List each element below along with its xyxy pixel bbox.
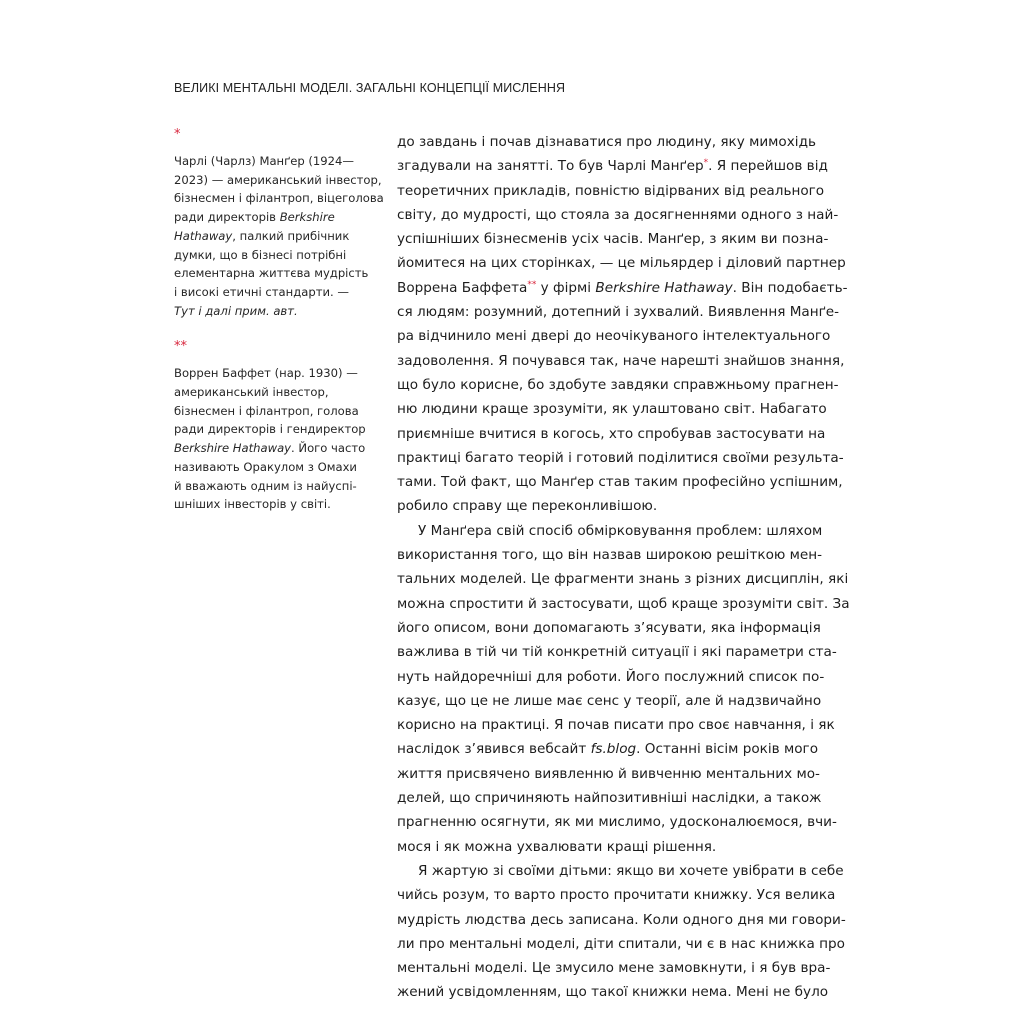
text-span: у фірмі (536, 279, 596, 296)
text-line: ню людини краще зрозуміти, як улаштовано світ. Набагато (397, 401, 827, 418)
text-line: нуть найдоречніші для роботи. Його послужний список по- (397, 668, 825, 685)
footnote-ref-2[interactable]: ** (527, 279, 537, 290)
paragraph-1 (397, 130, 848, 519)
footnote-line: й вважають одним із найуспі- (174, 478, 357, 493)
footnote-line: думки, що в бізнесі потрібні (174, 247, 347, 262)
footnotes-column (174, 128, 384, 514)
text-line: жений усвідомленням, що такої книжки нема. Мені не було (397, 984, 829, 1001)
footnote-line: 2023) — американський інвестор, (174, 172, 382, 187)
text-line: робило справу ще переконливішою. (397, 498, 658, 515)
text-span: . Останні вісім років мого (636, 741, 819, 758)
footnote-line: називають Оракулом з Омахи (174, 459, 357, 474)
footnote-line: шніших інвесторів у світі. (174, 497, 331, 512)
text-line: чийсь розум, то варто просто прочитати книжку. Уся велика (397, 887, 836, 904)
running-header: ВЕЛИКІ МЕНТАЛЬНІ МОДЕЛІ. ЗАГАЛЬНІ КОНЦЕПЦІЇ МИСЛЕННЯ (174, 81, 566, 95)
text-line: теоретичних прикладів, повністю відірваних від реального (397, 182, 825, 199)
text-line: ли про ментальні моделі, діти спитали, чи є в нас книжка про (397, 935, 845, 952)
footnote-line: елементарна життєва мудрість (174, 266, 369, 281)
text-line: прагненню осягнути, як ми мислимо, удосконалюємося, вчи- (397, 814, 837, 831)
text-line: можна спростити й застосувати, щоб краще зрозуміти світ. За (397, 595, 850, 612)
footnote-ref-1[interactable]: * (703, 158, 709, 169)
text-line: ментальні моделі. Це змусило мене замовкнути, і я був вра- (397, 960, 831, 977)
footnote-text: ради директорів (174, 210, 280, 225)
text-line: життя присвячено виявленню й вивченню ментальних мо- (397, 765, 820, 782)
footnote-2 (174, 364, 384, 514)
text-line: задоволення. Я почувався так, наче нарешті знайшов знання, (397, 352, 845, 369)
text-line: мося і як можна ухвалювати кращі рішення. (397, 838, 717, 855)
text-line: світу, до мудрості, що стояла за досягненнями одного з най- (397, 206, 839, 223)
footnote-marker-2: ** (174, 339, 187, 355)
text-line: Я жартую зі своїми дітьми: якщо ви хочете увібрати в себе (418, 862, 844, 879)
footnote-marker-1: * (174, 127, 181, 142)
footnote-company-name: Hathaway (174, 228, 233, 243)
text-line: йомитеся на цих сторінках, — це мільярдер і діловий партнер (397, 255, 846, 272)
text-line: корисно на практиці. Я почав писати про своє навчання, і як (397, 717, 835, 734)
body-text (397, 130, 850, 1005)
text-line (397, 276, 848, 300)
text-line: ся людям: розумний, дотепний і зухвалий. Виявлення Манґе- (397, 304, 840, 321)
text-line: до завдань і почав дізнаватися про людину, яку мимохідь (397, 134, 816, 150)
text-line: мудрість людства десь записана. Коли одного дня ми говори- (397, 911, 846, 928)
text-line: тами. Той факт, що Манґер став таким професійно успішним, (397, 474, 843, 491)
footnote-line (174, 208, 384, 227)
footnote-line: Воррен Баффет (нар. 1930) — (174, 366, 358, 381)
footnote-line (174, 302, 384, 321)
footnote-author-note: Тут і далі прим. авт. (174, 303, 298, 318)
footnote-text: , палкий прибічник (232, 228, 350, 243)
text-line (397, 737, 819, 761)
footnote-line: американський інвестор, (174, 385, 329, 400)
footnote-company-name: Berkshire Hathaway (174, 441, 292, 456)
text-line: успішніших бізнесменів усіх часів. Манґер, з яким ви позна- (397, 231, 829, 248)
text-line: делей, що спричиняють найпозитивніші наслідки, а також (397, 790, 822, 807)
text-line: приємніше вчитися в когось, хто спробував застосувати на (397, 425, 826, 442)
text-line: тальних моделей. Це фрагменти знань з різних дисциплін, які (397, 571, 849, 588)
footnote-1 (174, 152, 384, 320)
text-line: казує, що це не лише має сенс у теорії, але й надзвичайно (397, 692, 822, 709)
text-span: наслідок з’явився вебсайт (397, 741, 591, 758)
footnote-line (174, 227, 384, 246)
text-span: згадували на занятті. То був Чарлі Манґер (397, 158, 704, 175)
text-line: У Манґера свій спосіб обмірковування проблем: шляхом (418, 522, 823, 539)
footnote-line: бізнесмен і філантроп, голова (174, 403, 359, 418)
text-line: використання того, що він назвав широкою решіткою мен- (397, 547, 823, 564)
text-line: ра відчинило мені двері до неочікуваного інтелектуального (397, 328, 831, 345)
footnote-line: Чарлі (Чарлз) Манґер (1924— (174, 154, 355, 168)
footnote-text: . Його часто (291, 441, 366, 456)
website-link[interactable]: fs.blog (590, 741, 637, 758)
footnote-line: бізнесмен і філантроп, віцеголова (174, 191, 384, 206)
text-line (397, 154, 828, 178)
text-span: . Він подобаєть- (732, 279, 848, 296)
paragraph-3 (397, 859, 846, 1005)
text-span: Воррена Баффета (397, 279, 528, 296)
footnote-company-name: Berkshire (279, 210, 335, 225)
company-name: Berkshire Hathaway (595, 279, 733, 296)
text-span: . Я перейшов від (708, 158, 828, 175)
footnote-line (174, 439, 384, 458)
footnote-line: і високі етичні стандарти. — (174, 284, 349, 299)
text-line: що було корисне, бо здобуте завдяки справжньому прагнен- (397, 376, 839, 393)
text-line: практиці багато теорій і готовий поділитися своїми результа- (397, 449, 844, 466)
text-line: важлива в тій чи тій конкретній ситуації і які параметри ста- (397, 644, 837, 661)
footnote-line: ради директорів і гендиректор (174, 422, 366, 437)
paragraph-2 (397, 519, 850, 859)
text-line: його описом, вони допомагають з’ясувати, яка інформація (397, 619, 821, 636)
